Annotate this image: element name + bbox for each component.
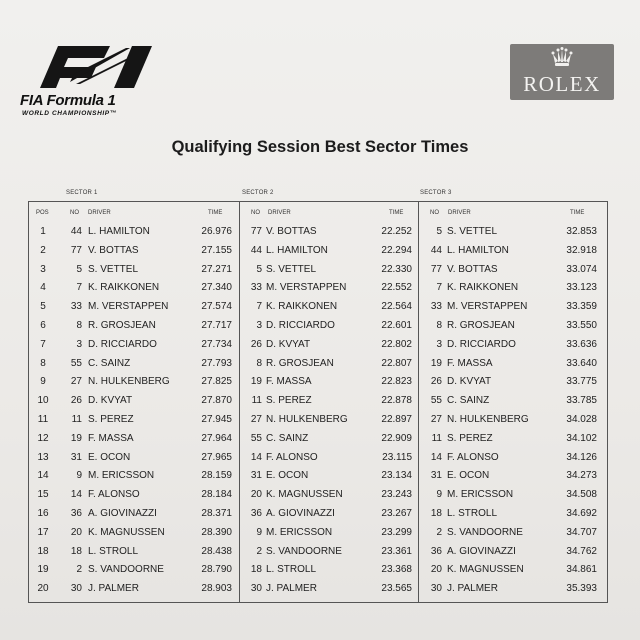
sector-2-time: 22.878 xyxy=(381,395,412,407)
sector-3-driver: M. VERSTAPPEN xyxy=(447,301,528,313)
sector-2-car-number: 19 xyxy=(250,376,262,388)
sector-1-car-number: 55 xyxy=(70,357,82,369)
sector-3-time: 33.640 xyxy=(566,357,597,369)
sector-2-time: 22.823 xyxy=(381,376,412,388)
sector-2-car-number: 18 xyxy=(250,564,262,576)
sector-2-car-number: 7 xyxy=(256,301,262,313)
sector-1-time: 27.870 xyxy=(201,395,232,407)
sector-3-time: 34.102 xyxy=(566,432,597,444)
header-time: TIME xyxy=(389,210,404,216)
sector-1-time: 27.964 xyxy=(201,432,232,444)
sector-2-car-number: 27 xyxy=(250,414,262,425)
sector-2-time: 22.909 xyxy=(381,432,412,444)
sector-1-label: SECTOR 1 xyxy=(66,190,98,196)
sector-3-time: 34.508 xyxy=(566,489,597,501)
sector-3-driver: F. ALONSO xyxy=(447,451,499,463)
sector-3-time: 34.762 xyxy=(566,545,597,557)
sector-3-car-number: 33 xyxy=(430,301,442,313)
sector-2-car-number: 26 xyxy=(250,338,262,350)
sector-1-driver: L. STROLL xyxy=(88,545,139,557)
sector-3-car-number: 9 xyxy=(436,489,442,501)
table-row xyxy=(0,320,640,338)
sector-3-driver: M. ERICSSON xyxy=(447,489,514,501)
header-driver: DRIVER xyxy=(448,210,471,216)
sector-3-time: 33.123 xyxy=(566,282,597,294)
header-driver: DRIVER xyxy=(268,210,291,216)
sector-3-car-number: 8 xyxy=(436,320,442,331)
sector-2-driver: D. KVYAT xyxy=(266,338,311,350)
header-pos: POS xyxy=(36,210,49,216)
sector-2-driver: S. PEREZ xyxy=(266,395,312,407)
sector-3-car-number: 77 xyxy=(430,263,442,275)
table-row xyxy=(0,358,640,376)
sector-3-car-number: 19 xyxy=(430,357,442,369)
sector-3-car-number: 30 xyxy=(430,583,442,595)
sector-2-car-number: 3 xyxy=(256,320,262,331)
sector-1-driver: L. HAMILTON xyxy=(88,226,150,237)
sector-2-time: 23.267 xyxy=(381,508,412,519)
sector-2-car-number: 14 xyxy=(250,451,262,463)
sector-2-label: SECTOR 2 xyxy=(242,190,274,196)
table-row xyxy=(0,376,640,394)
sector-2-driver: J. PALMER xyxy=(266,583,317,595)
sector-2-driver: A. GIOVINAZZI xyxy=(266,508,335,519)
table-row xyxy=(0,264,640,282)
sector-3-time: 32.918 xyxy=(566,244,597,256)
table-row xyxy=(0,226,640,244)
sector-1-time: 28.438 xyxy=(201,545,232,557)
table-row xyxy=(0,433,640,451)
sector-2-time: 22.897 xyxy=(381,414,412,425)
table-row xyxy=(0,282,640,300)
sector-2-car-number: 33 xyxy=(250,282,262,294)
sector-1-time: 28.790 xyxy=(201,564,232,576)
sector-3-driver: E. OCON xyxy=(447,470,490,482)
sector-1-time: 27.965 xyxy=(201,451,232,463)
header-no: NO xyxy=(430,210,439,216)
sector-1-car-number: 5 xyxy=(76,263,82,275)
sector-3-time: 33.359 xyxy=(566,301,597,313)
sector-1-time: 28.390 xyxy=(201,526,232,538)
sector-1-car-number: 19 xyxy=(70,432,82,444)
sector-1-time: 27.155 xyxy=(201,244,232,256)
sector-3-time: 34.028 xyxy=(566,414,597,425)
header-driver: DRIVER xyxy=(88,210,111,216)
sector-1-car-number: 3 xyxy=(76,338,82,350)
sector-2-car-number: 11 xyxy=(251,395,262,407)
sector-1-car-number: 26 xyxy=(70,395,82,407)
sector-2-driver: L. STROLL xyxy=(266,564,317,576)
sector-1-time: 26.976 xyxy=(201,226,232,237)
pos-cell: 2 xyxy=(40,244,46,256)
sector-2-time: 22.252 xyxy=(381,226,412,237)
table-row xyxy=(0,564,640,582)
sector-2-car-number: 8 xyxy=(256,357,262,369)
sector-3-driver: A. GIOVINAZZI xyxy=(447,545,516,557)
pos-cell: 6 xyxy=(40,320,46,331)
table-row xyxy=(0,339,640,357)
table-row xyxy=(0,414,640,432)
pos-cell: 7 xyxy=(40,338,46,350)
pos-cell: 9 xyxy=(40,376,46,388)
pos-cell: 13 xyxy=(37,451,49,463)
pos-cell: 10 xyxy=(37,395,49,407)
sector-3-driver: K. MAGNUSSEN xyxy=(447,564,524,576)
pos-cell: 14 xyxy=(37,470,49,482)
table-row xyxy=(0,546,640,564)
sector-2-time: 23.134 xyxy=(381,470,412,482)
sector-3-car-number: 3 xyxy=(436,338,442,350)
sector-2-driver: M. VERSTAPPEN xyxy=(266,282,347,294)
sector-1-car-number: 30 xyxy=(70,583,82,595)
sector-2-driver: N. HULKENBERG xyxy=(266,414,348,425)
sector-3-car-number: 36 xyxy=(430,545,442,557)
sector-2-driver: V. BOTTAS xyxy=(266,226,317,237)
pos-cell: 8 xyxy=(40,357,46,369)
sector-1-driver: S. PEREZ xyxy=(88,414,134,425)
sector-3-driver: F. MASSA xyxy=(447,357,493,369)
sector-2-time: 23.243 xyxy=(381,489,412,501)
pos-cell: 1 xyxy=(40,226,46,237)
sector-2-time: 22.330 xyxy=(381,263,412,275)
sector-1-driver: A. GIOVINAZZI xyxy=(88,508,157,519)
sector-3-label: SECTOR 3 xyxy=(420,190,452,196)
sector-1-driver: J. PALMER xyxy=(88,583,139,595)
sector-3-car-number: 31 xyxy=(430,470,442,482)
sector-2-time: 22.807 xyxy=(381,357,412,369)
sector-2-time: 23.368 xyxy=(381,564,412,576)
sector-3-driver: S. VETTEL xyxy=(447,226,498,237)
sector-1-car-number: 9 xyxy=(76,470,82,482)
sector-1-car-number: 27 xyxy=(70,376,82,388)
sector-1-car-number: 7 xyxy=(76,282,82,294)
sector-1-driver: R. GROSJEAN xyxy=(88,320,156,331)
sector-3-time: 33.785 xyxy=(566,395,597,407)
pos-cell: 11 xyxy=(37,414,49,425)
sector-3-car-number: 26 xyxy=(430,376,442,388)
sector-3-car-number: 44 xyxy=(430,244,442,256)
sector-1-driver: D. RICCIARDO xyxy=(88,338,157,350)
sector-3-driver: V. BOTTAS xyxy=(447,263,498,275)
sector-1-time: 27.271 xyxy=(201,263,232,275)
sector-1-car-number: 2 xyxy=(76,564,82,576)
sector-1-driver: K. RAIKKONEN xyxy=(88,282,160,294)
pos-cell: 12 xyxy=(37,432,49,444)
sector-3-time: 33.550 xyxy=(566,320,597,331)
sector-1-time: 27.734 xyxy=(201,338,232,350)
sector-2-driver: K. MAGNUSSEN xyxy=(266,489,343,501)
sector-3-time: 34.861 xyxy=(566,564,597,576)
sector-3-time: 35.393 xyxy=(566,583,597,595)
sector-1-time: 28.184 xyxy=(201,489,232,501)
sector-3-car-number: 14 xyxy=(430,451,442,463)
pos-cell: 3 xyxy=(40,263,46,275)
pos-cell: 15 xyxy=(37,489,49,501)
sector-3-car-number: 20 xyxy=(430,564,442,576)
sector-1-driver: M. VERSTAPPEN xyxy=(88,301,169,313)
sector-3-time: 33.636 xyxy=(566,338,597,350)
f1-logo-icon xyxy=(18,38,158,90)
sector-2-time: 23.361 xyxy=(381,545,412,557)
sector-2-car-number: 30 xyxy=(250,583,262,595)
table-header xyxy=(0,210,640,220)
sector-3-car-number: 5 xyxy=(436,226,442,237)
sector-2-car-number: 5 xyxy=(256,263,262,275)
sector-2-driver: L. HAMILTON xyxy=(266,244,328,256)
sector-3-driver: J. PALMER xyxy=(447,583,498,595)
sector-3-driver: L. STROLL xyxy=(447,508,498,519)
sector-1-driver: N. HULKENBERG xyxy=(88,376,170,388)
sector-1-driver: M. ERICSSON xyxy=(88,470,155,482)
sector-3-car-number: 2 xyxy=(436,526,442,538)
table-row xyxy=(0,395,640,413)
sector-1-time: 28.903 xyxy=(201,583,232,595)
rolex-crown-icon xyxy=(550,47,574,69)
sector-3-time: 34.273 xyxy=(566,470,597,482)
page-title: Qualifying Session Best Sector Times xyxy=(171,138,469,156)
sector-3-driver: K. RAIKKONEN xyxy=(447,282,519,294)
header-time: TIME xyxy=(570,210,585,216)
sector-2-car-number: 77 xyxy=(250,226,262,237)
sector-2-car-number: 9 xyxy=(256,526,262,538)
table-row xyxy=(0,489,640,507)
sector-1-driver: F. MASSA xyxy=(88,432,134,444)
pos-cell: 16 xyxy=(37,508,49,519)
table-row xyxy=(0,452,640,470)
sector-2-car-number: 55 xyxy=(250,432,262,444)
sector-1-driver: F. ALONSO xyxy=(88,489,140,501)
sector-1-time: 27.945 xyxy=(201,414,232,425)
sector-3-time: 34.707 xyxy=(566,526,597,538)
sector-1-driver: K. MAGNUSSEN xyxy=(88,526,165,538)
pos-cell: 18 xyxy=(37,545,49,557)
sector-3-driver: D. RICCIARDO xyxy=(447,338,516,350)
table-row xyxy=(0,301,640,319)
sector-2-time: 23.299 xyxy=(381,526,412,538)
sector-3-car-number: 7 xyxy=(436,282,442,294)
f1-subtitle: WORLD CHAMPIONSHIP™ xyxy=(22,110,117,117)
sector-1-time: 28.371 xyxy=(201,508,232,519)
sector-2-car-number: 2 xyxy=(256,545,262,557)
sector-2-driver: M. ERICSSON xyxy=(266,526,333,538)
header-no: NO xyxy=(70,210,79,216)
rolex-logo xyxy=(510,44,614,100)
sector-3-car-number: 55 xyxy=(430,395,442,407)
sector-3-driver: S. PEREZ xyxy=(447,432,493,444)
sector-3-driver: R. GROSJEAN xyxy=(447,320,515,331)
sector-3-driver: C. SAINZ xyxy=(447,395,490,407)
sector-3-car-number: 18 xyxy=(430,508,442,519)
sector-2-time: 23.565 xyxy=(381,583,412,595)
sector-3-car-number: 27 xyxy=(430,414,442,425)
sector-1-driver: E. OCON xyxy=(88,451,131,463)
sector-3-driver: S. VANDOORNE xyxy=(447,526,523,538)
sector-2-car-number: 36 xyxy=(250,508,262,519)
sector-1-car-number: 20 xyxy=(70,526,82,538)
header-no: NO xyxy=(251,210,260,216)
sector-1-driver: S. VETTEL xyxy=(88,263,139,275)
sector-1-time: 27.793 xyxy=(201,357,232,369)
sector-1-driver: C. SAINZ xyxy=(88,357,131,369)
sector-1-car-number: 14 xyxy=(70,489,82,501)
header-time: TIME xyxy=(208,210,223,216)
table-row xyxy=(0,527,640,545)
sector-1-time: 28.159 xyxy=(201,470,232,482)
sector-3-driver: L. HAMILTON xyxy=(447,244,509,256)
sector-2-driver: E. OCON xyxy=(266,470,309,482)
sector-1-driver: S. VANDOORNE xyxy=(88,564,164,576)
sector-2-driver: C. SAINZ xyxy=(266,432,309,444)
sector-3-time: 34.692 xyxy=(566,508,597,519)
sector-2-car-number: 20 xyxy=(250,489,262,501)
sector-2-time: 22.552 xyxy=(381,282,412,294)
pos-cell: 5 xyxy=(40,301,46,313)
sector-2-driver: K. RAIKKONEN xyxy=(266,301,338,313)
table-row xyxy=(0,508,640,526)
sector-3-time: 32.853 xyxy=(566,226,597,237)
table-row xyxy=(0,470,640,488)
sector-1-driver: D. KVYAT xyxy=(88,395,133,407)
sector-1-car-number: 33 xyxy=(70,301,82,313)
sector-3-time: 34.126 xyxy=(566,451,597,463)
pos-cell: 17 xyxy=(37,526,49,538)
sector-1-driver: V. BOTTAS xyxy=(88,244,139,256)
sector-1-time: 27.574 xyxy=(201,301,232,313)
sector-2-driver: R. GROSJEAN xyxy=(266,357,334,369)
table-row xyxy=(0,245,640,263)
sector-1-car-number: 36 xyxy=(70,508,82,519)
sector-2-time: 22.564 xyxy=(381,301,412,313)
sector-1-time: 27.717 xyxy=(201,320,232,331)
f1-wordmark: FIA Formula 1 xyxy=(20,92,116,109)
pos-cell: 4 xyxy=(40,282,46,294)
sector-2-time: 22.294 xyxy=(381,244,412,256)
sector-2-car-number: 44 xyxy=(250,244,262,256)
sector-2-time: 22.601 xyxy=(381,320,412,331)
sector-2-driver: S. VETTEL xyxy=(266,263,317,275)
pos-cell: 19 xyxy=(37,564,49,576)
sector-3-driver: N. HULKENBERG xyxy=(447,414,529,425)
sector-1-car-number: 44 xyxy=(70,226,82,237)
sector-2-driver: F. ALONSO xyxy=(266,451,318,463)
sector-2-driver: S. VANDOORNE xyxy=(266,545,342,557)
sector-3-time: 33.074 xyxy=(566,263,597,275)
sector-1-time: 27.825 xyxy=(201,376,232,388)
sector-3-time: 33.775 xyxy=(566,376,597,388)
sector-1-car-number: 8 xyxy=(76,320,82,331)
sector-2-driver: D. RICCIARDO xyxy=(266,320,335,331)
sector-2-car-number: 31 xyxy=(250,470,262,482)
sector-1-car-number: 18 xyxy=(70,545,82,557)
sector-2-time: 22.802 xyxy=(381,338,412,350)
sector-3-car-number: 11 xyxy=(431,432,442,444)
rolex-wordmark: ROLEX xyxy=(523,72,601,96)
sector-2-time: 23.115 xyxy=(382,451,412,463)
sector-1-time: 27.340 xyxy=(201,282,232,294)
f1-logo xyxy=(18,38,168,120)
sector-1-car-number: 31 xyxy=(70,451,82,463)
table-row xyxy=(0,583,640,601)
sector-3-driver: D. KVYAT xyxy=(447,376,492,388)
sector-2-driver: F. MASSA xyxy=(266,376,312,388)
sector-1-car-number: 11 xyxy=(71,414,82,425)
sector-1-car-number: 77 xyxy=(70,244,82,256)
pos-cell: 20 xyxy=(37,583,49,595)
